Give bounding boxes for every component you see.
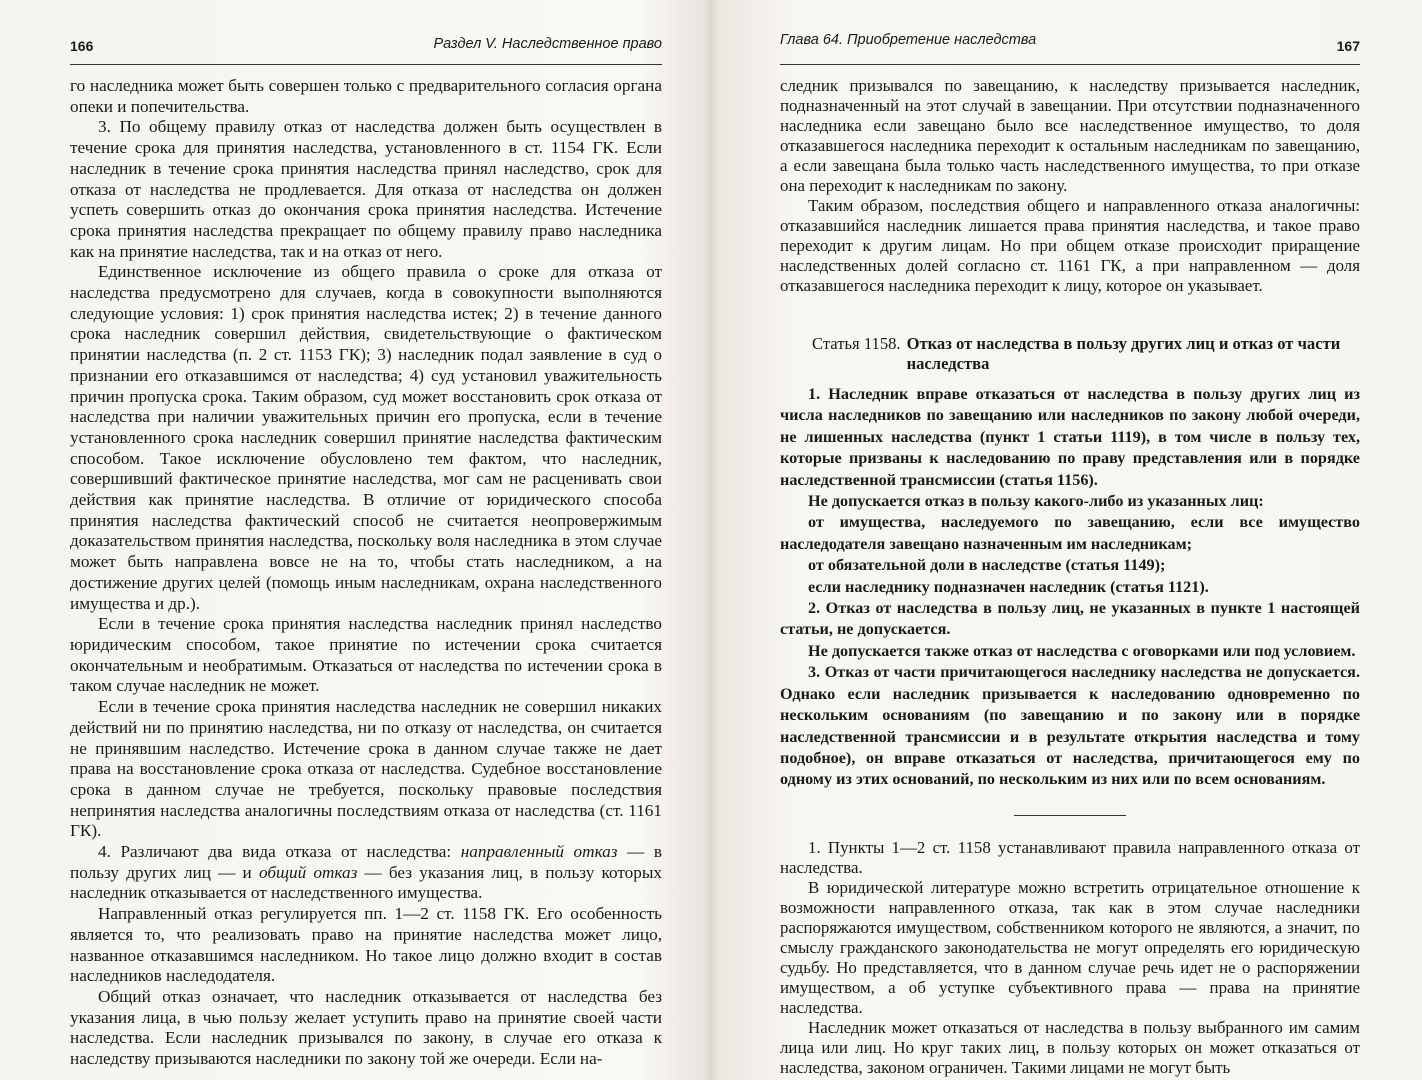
- right-page-number: 167: [1336, 38, 1360, 54]
- left-page-body: [70, 76, 662, 1070]
- right-page-body: [780, 76, 1360, 1078]
- left-page: [70, 0, 662, 1080]
- paragraph: Наследник может отказаться от наследства в пользу выбранного им самим лица или лиц. Но круг таких лиц, в пользу которых он может отказаться от наследства, законом ограничен. Такими лицами не могут быть: [780, 1017, 1360, 1077]
- law-paragraph: от имущества, наследуемого по завещанию, если все имущество наследодателя завещано назначенным им наследникам;: [780, 513, 1360, 553]
- article-title: Отказ от наследства в пользу других лиц и отказ от части наследства: [906, 334, 1341, 373]
- article-text: [780, 384, 1360, 791]
- left-page-number: 166: [70, 38, 94, 54]
- paragraph: следник призывался по завещанию, к наследству призывается наследник, подназначенный на этот случай в завещании. При отсутствии подназначенного наследника если завещано было все наследственное имущество, то доля отказавшегося наследника переходит к остальным наследникам по завещанию, а если завещана была только часть наследственного имущества, то при отказе она переходит к наследникам по закону.: [780, 76, 1360, 195]
- right-page: [780, 0, 1360, 1080]
- paragraph-kinds-of-refusal: [70, 842, 662, 904]
- paragraph: Если в течение срока принятия наследства наследник не совершил никаких действий ни по принятию наследства, ни по отказу от наследства, он считается не принявшим наследство. Истечение срока в данном случае также не дает права на восстановление срока отказа от наследства. Судебное восстановление срока в данном случае не требуется, поскольку правовые последствия непринятия наследства аналогичны последствиям отказа от наследства (ст. 1161 ГК).: [70, 697, 662, 841]
- law-paragraph: Не допускается также отказ от наследства с оговорками или под условием.: [808, 641, 1356, 660]
- text-run: 4. Различают два вида отказа от наследства:: [98, 842, 461, 862]
- right-running-head: [780, 34, 1360, 65]
- paragraph: Если в течение срока принятия наследства наследник принял наследство юридическим способом, такое принятие по истечении срока считается окончательным и необратимым. Отказаться от наследства по истечении срока в таком случае наследник не может.: [70, 614, 662, 696]
- paragraph: 3. По общему правилу отказ от наследства должен быть осуществлен в течение срока для принятия наследства, установленного в ст. 1154 ГК. Если наследник в течение срока принятия наследства принял наследство, срок для отказа от наследства не продлевается. Для отказа от наследства он должен успеть совершить отказ до окончания срока принятия наследства. Истечение срока принятия наследства прекращает по общему правилу право наследника как на принятие наследства, так и на отказ от него.: [70, 117, 662, 261]
- article-heading: [780, 334, 1360, 374]
- text-run: — в пользу других лиц — и: [70, 842, 662, 882]
- article-label: Статья 1158.: [812, 334, 901, 353]
- paragraph: Направленный отказ регулируется пп. 1—2 ст. 1158 ГК. Его особенность является то, что реализовать право на принятие наследства может лицо, названное отказавшимся наследником. Но такое лицо должно входит в состав наследников наследодателя.: [70, 904, 662, 986]
- law-paragraph: если наследнику подназначен наследник (статья 1121).: [808, 577, 1209, 596]
- paragraph: В юридической литературе можно встретить отрицательное отношение к возможности направленного отказа, так как в этом случае наследники распоряжаются имуществом, собственником которого не являются, а значит, по смыслу гражданского законодательства не могут определять его юридическую судьбу. Но представляется, что в данном случае речь идет не о распоряжении имуществом, а об уступке субъективного права — права на принятие наследства.: [780, 877, 1360, 1017]
- right-running-title: Глава 64. Приобретение наследства: [780, 32, 1037, 48]
- law-paragraph: 2. Отказ от наследства в пользу лиц, не указанных в пункте 1 настоящей статьи, не допускается.: [780, 599, 1360, 639]
- text-run: — без указания лиц, в пользу которых наследник отказывается от наследственного имущества.: [70, 862, 662, 903]
- term-directed-refusal: направленный отказ: [460, 842, 618, 862]
- paragraph: Общий отказ означает, что наследник отказывается от наследства без указания лица, в чью пользу желает уступить право на принятие своей части наследства. Если наследник призывался по закону, в случае его отказа к наследству призываются наследники по закону той же очереди. Если на-: [70, 986, 662, 1069]
- term-general-refusal: общий отказ: [258, 862, 358, 882]
- section-divider: [1014, 815, 1126, 816]
- law-paragraph: 3. Отказ от части причитающегося наследнику наследства не допускается. Однако если наследник призывается к наследованию одновременно по нескольким основаниям (по завещанию и по закону или в порядке наследственной трансмиссии и в результате открытия наследства и тому подобное), он вправе отказаться от наследства, причитающегося ему по одному из этих оснований, по нескольким из них или по всем основаниям.: [780, 663, 1360, 789]
- law-paragraph: Не допускается отказ в пользу какого-либо из указанных лиц:: [808, 492, 1264, 511]
- paragraph: Единственное исключение из общего правила о сроке для отказа от наследства предусмотрено для случаев, когда в совокупности выполняются следующие условия: 1) срок принятия наследства истек; 2) в течение данного срока наследник совершил действия, свидетельствующие о фактическом принятии наследства (п. 2 ст. 1153 ГК); 3) наследник подал заявление в суд о признании его отказавшимся от наследства; 4) суд установил уважительность причин пропуска срока. Таким образом, суд может восстановить срок отказа от наследства при наличии уважительных причин его пропуска, если в течение установленного срока наследник совершил принятие наследства фактическим способом. Такое исключение обусловлено тем фактом, что наследник, совершивший фактическое принятие наследства, мог сам не расценивать свои действия как принятие наследства. В отличие от юридического способа принятия наследства фактический способ не считается неопровержимым доказательством принятия наследства, поскольку воля наследника в этом случае может быть направлена вовсе не на то, чтобы стать наследником, а на достижение других целей (помощь иным наследникам, охрана наследственного имущества и др.).: [70, 262, 662, 613]
- paragraph: Таким образом, последствия общего и направленного отказа аналогичны: отказавшийся наследник лишается права принятия наследства, и такое право переходит к другим лицам. Но при общем отказе происходит приращение наследственных долей согласно ст. 1161 ГК, а при направленном — доля отказавшегося наследника переходит к лицу, которое он указывает.: [780, 196, 1360, 295]
- left-running-head: [70, 34, 662, 65]
- paragraph: го наследника может быть совершен только с предварительного согласия органа опеки и попечительства.: [70, 76, 662, 116]
- left-running-title: Раздел V. Наследственное право: [433, 36, 662, 52]
- law-paragraph: от обязательной доли в наследстве (статья 1149);: [808, 556, 1166, 575]
- law-paragraph: 1. Наследник вправе отказаться от наследства в пользу других лиц из числа наследников по завещанию или наследников по закону любой очереди, не лишенных наследства (пункт 1 статьи 1119), в том числе в пользу тех, которые призваны к наследованию по праву представления или в порядке наследственной трансмиссии (статья 1156).: [780, 385, 1360, 489]
- paragraph: 1. Пункты 1—2 ст. 1158 устанавливают правила направленного отказа от наследства.: [780, 837, 1360, 877]
